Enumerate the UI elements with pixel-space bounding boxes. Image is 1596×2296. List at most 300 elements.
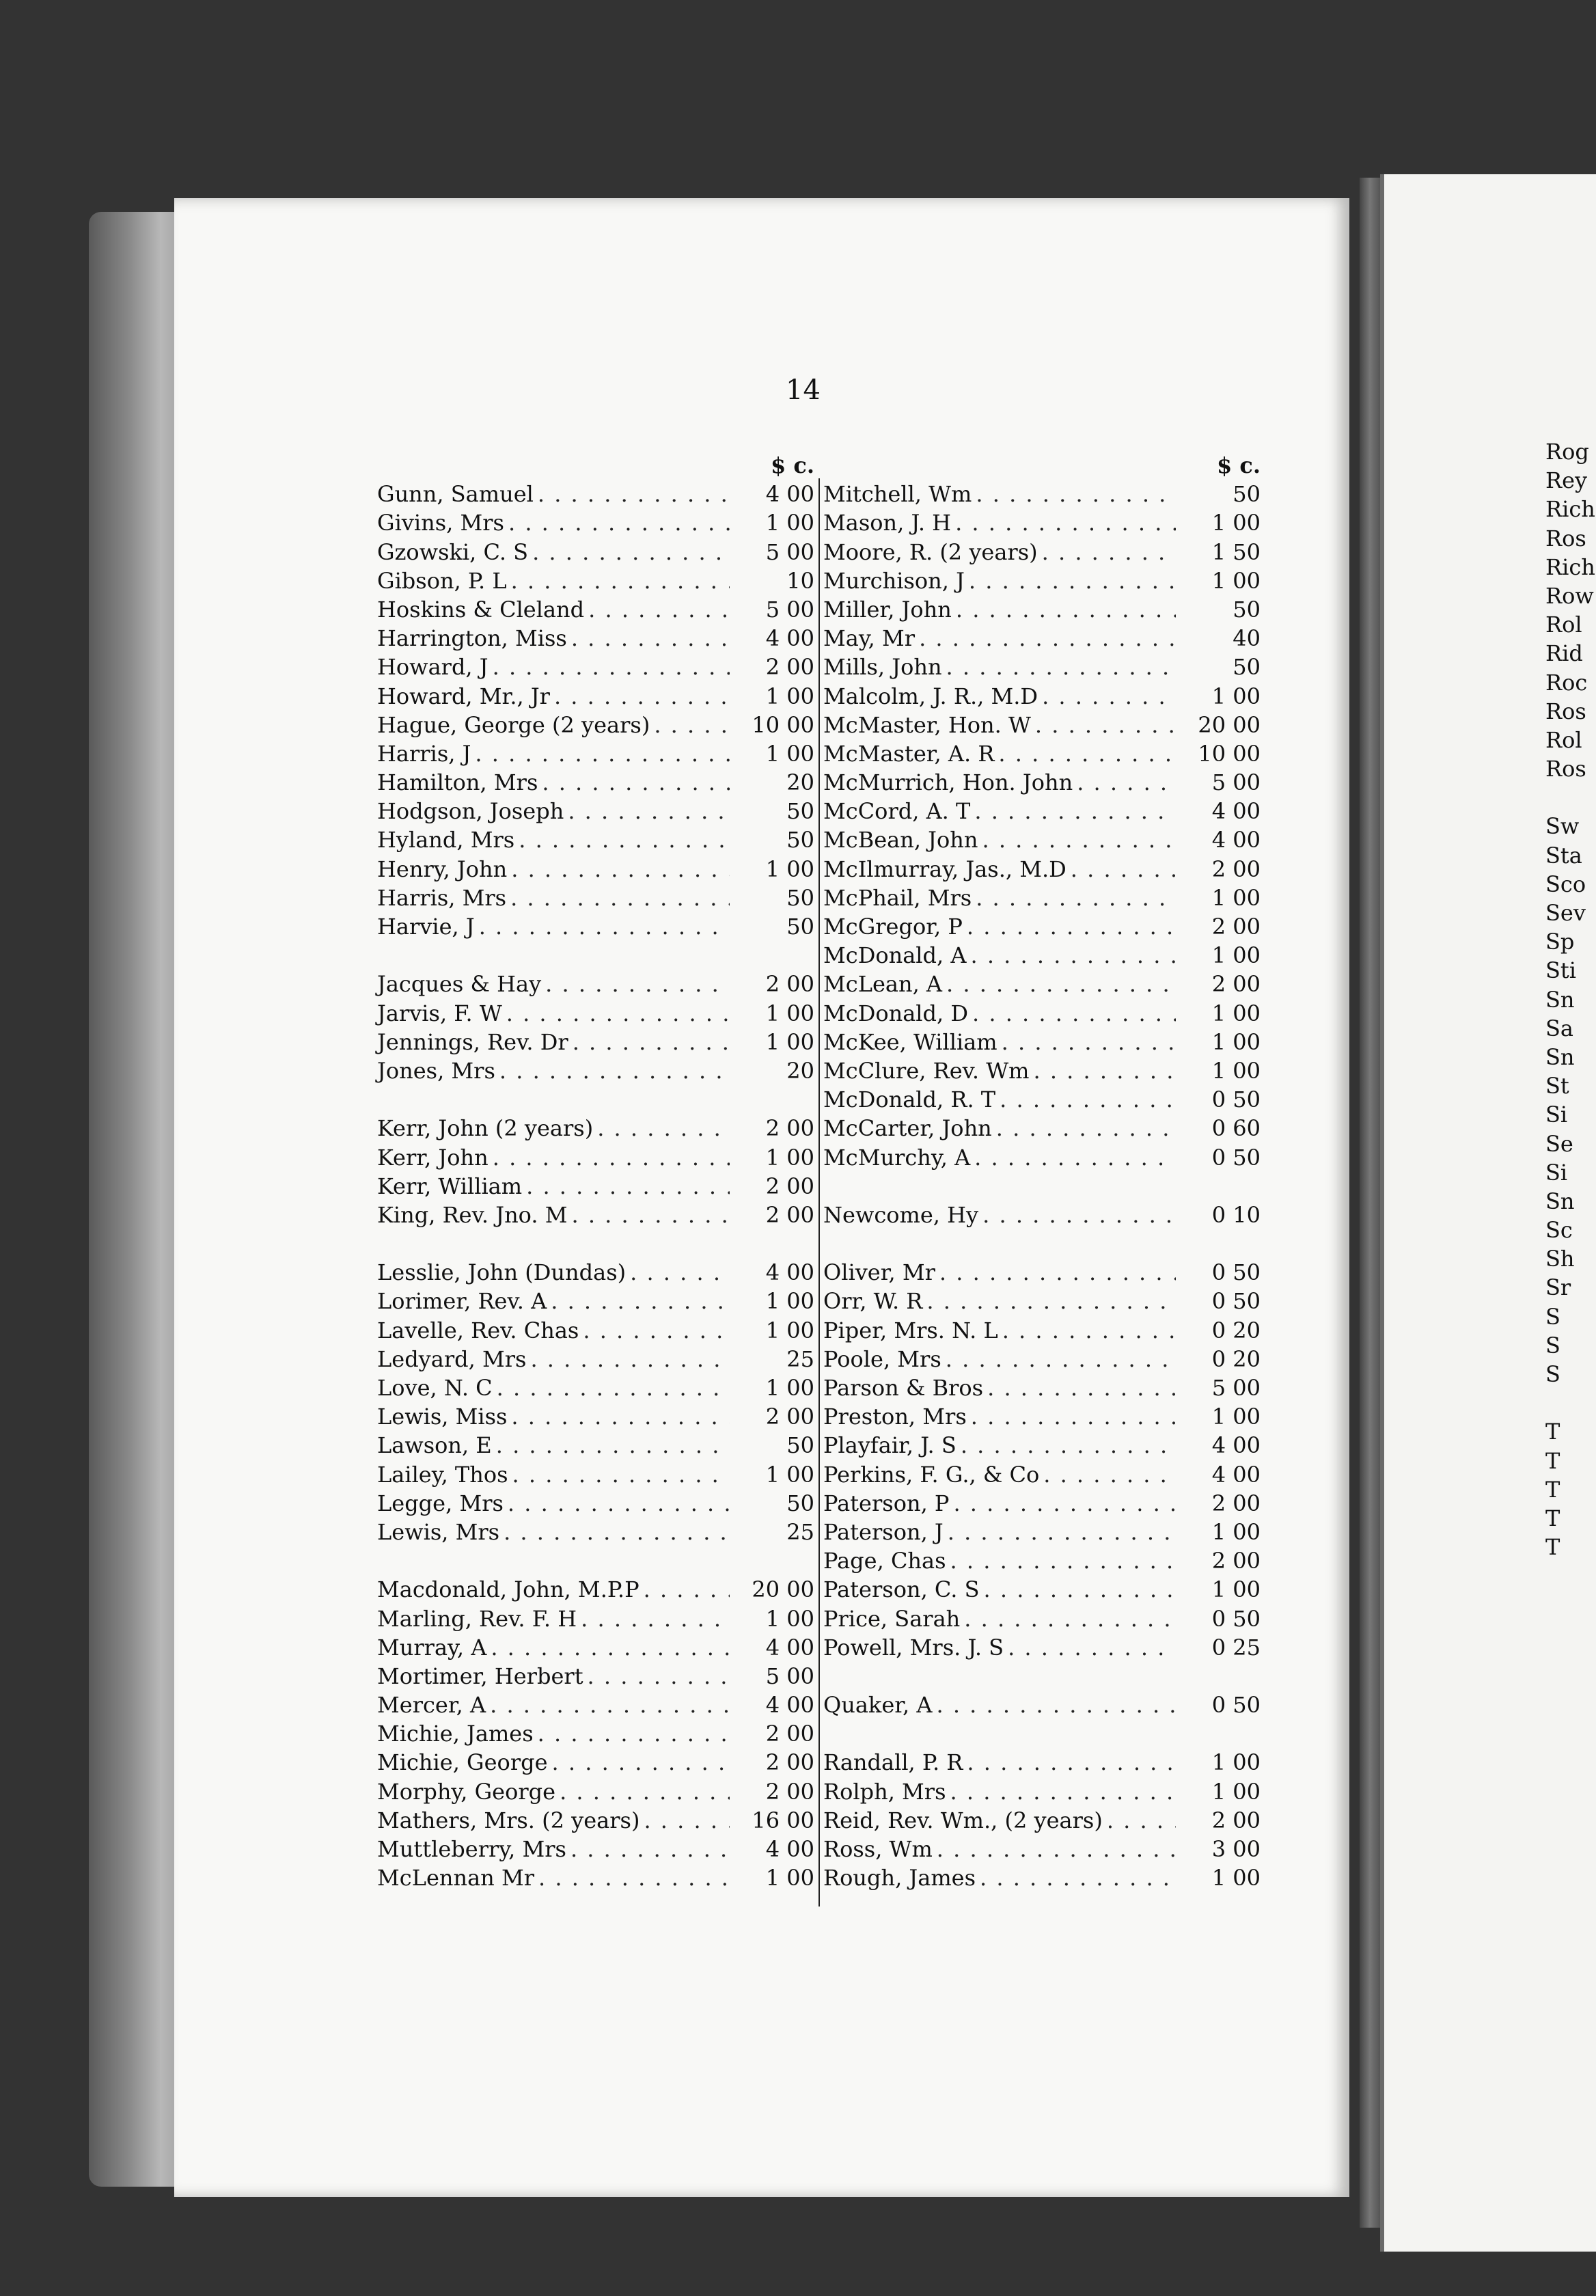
subscriber-row (823, 1374, 1261, 1402)
facing-page-fragment: Sn (1545, 1043, 1575, 1070)
section-gap (823, 1662, 1261, 1691)
section-gap (823, 1172, 1261, 1201)
subscriber-row (377, 1719, 814, 1748)
subscriber-name: Jennings, Rev. Dr (377, 1028, 568, 1055)
subscriber-name: Paterson, J (823, 1518, 944, 1545)
subscriber-name: Moore, R. (2 years) (823, 538, 1038, 565)
subscriber-row (823, 825, 1261, 854)
currency-header: $ c. (1216, 452, 1261, 478)
subscriber-name: Kerr, John (377, 1144, 489, 1171)
dot-leader (971, 1402, 1176, 1431)
subscriber-name: Gunn, Samuel (377, 481, 534, 508)
subscription-amount: 2 00 (1211, 971, 1261, 998)
dot-leader (506, 999, 730, 1028)
subscriber-name: McMaster, Hon. W (823, 711, 1031, 738)
subscription-amount: 4 00 (1211, 1432, 1261, 1459)
subscriber-name: Oliver, Mr (823, 1259, 935, 1286)
subscriber-name: Miller, John (823, 596, 952, 623)
subscription-amount: 1 00 (1211, 683, 1261, 709)
dot-leader (1033, 1056, 1176, 1085)
section-gap (823, 1229, 1261, 1258)
facing-page-fragment: Ros (1545, 698, 1586, 724)
subscriber-row (823, 999, 1261, 1028)
subscription-amount: 1 00 (1211, 1576, 1261, 1603)
subscription-amount: 20 00 (752, 1576, 814, 1603)
subscription-amount: 1 50 (1211, 538, 1261, 565)
dot-leader (969, 566, 1176, 595)
subscriber-row (823, 768, 1261, 797)
subscriber-name: McMurchy, A (823, 1144, 971, 1171)
subscriber-name: Legge, Mrs (377, 1490, 504, 1516)
dot-leader (499, 1056, 730, 1085)
dot-leader (1035, 711, 1176, 739)
subscriber-list-left (377, 451, 814, 1892)
subscriber-name: Muttleberry, Mrs (377, 1836, 566, 1862)
subscriber-row (377, 1835, 814, 1863)
subscriber-name: Harrington, Miss (377, 625, 567, 652)
facing-page-fragment: Sw (1545, 813, 1580, 840)
subscription-amount: 1 00 (1211, 1865, 1261, 1891)
subscriber-name: McLennan Mr (377, 1865, 535, 1891)
subscription-amount: 2 00 (765, 1115, 814, 1142)
subscription-amount: 2 00 (1211, 914, 1261, 940)
subscriber-row (823, 1201, 1261, 1229)
subscription-amount: 2 00 (765, 1173, 814, 1199)
subscriber-row (823, 1287, 1261, 1315)
subscription-amount: 0 50 (1211, 1259, 1261, 1286)
dot-leader (532, 538, 730, 566)
subscriber-name: Givins, Mrs (377, 510, 504, 536)
subscriber-row (377, 1691, 814, 1719)
subscriber-row (823, 1114, 1261, 1143)
dot-leader (493, 653, 730, 681)
subscription-amount: 50 (1233, 481, 1261, 508)
subscriber-row (823, 595, 1261, 624)
subscriber-name: Reid, Rev. Wm., (2 years) (823, 1807, 1103, 1833)
dot-leader (964, 1604, 1176, 1633)
subscriber-name: McMaster, A. R (823, 740, 995, 767)
facing-page-fragment: Sa (1545, 1015, 1573, 1041)
subscriber-name: Gzowski, C. S (377, 538, 529, 565)
subscriber-name: McDonald, A (823, 942, 967, 969)
subscriber-name: Paterson, C. S (823, 1576, 980, 1603)
dot-leader (510, 884, 730, 912)
dot-leader (538, 1719, 730, 1748)
subscriber-row (823, 1489, 1261, 1518)
facing-page-fragment: Rey (1545, 467, 1588, 494)
dot-leader (1107, 1806, 1176, 1835)
facing-page-fragment: Ros (1545, 525, 1586, 551)
subscriber-row (377, 1806, 814, 1835)
subscriber-row (377, 1172, 814, 1201)
subscriber-row (823, 538, 1261, 566)
subscriber-row (823, 1345, 1261, 1374)
dot-leader (630, 1258, 730, 1287)
subscriber-name: Lawson, E (377, 1432, 492, 1459)
dot-leader (552, 1748, 730, 1777)
subscriber-row (823, 1431, 1261, 1460)
section-gap (377, 1085, 814, 1114)
dot-leader (982, 1201, 1176, 1229)
section-gap (823, 1719, 1261, 1748)
subscription-amount: 1 00 (765, 856, 814, 882)
subscriber-name: Mitchell, Wm (823, 481, 972, 508)
subscriber-row (377, 1662, 814, 1691)
subscriber-row (377, 1604, 814, 1633)
subscriber-row (377, 480, 814, 508)
dot-leader (538, 480, 730, 508)
subscriber-row (823, 855, 1261, 884)
subscriber-name: Marling, Rev. F. H (377, 1605, 577, 1632)
section-gap (377, 1229, 814, 1258)
facing-page-fragment: S (1545, 1332, 1560, 1358)
subscriber-row (377, 1431, 814, 1460)
subscriber-name: Rough, James (823, 1865, 976, 1891)
dot-leader (511, 855, 730, 884)
subscription-amount: 5 00 (765, 1663, 814, 1689)
subscription-amount: 0 50 (1211, 1288, 1261, 1315)
subscription-amount: 1 00 (765, 1028, 814, 1055)
facing-page-fragment: T (1545, 1419, 1560, 1445)
subscriber-row (377, 970, 814, 998)
subscription-amount: 0 20 (1211, 1345, 1261, 1372)
facing-page-text (1545, 437, 1595, 1561)
subscriber-row (377, 595, 814, 624)
facing-page-fragment: Rid (1545, 640, 1583, 667)
subscriber-row (823, 1460, 1261, 1489)
subscriber-name: Harris, Mrs (377, 884, 507, 911)
facing-page-fragment: T (1545, 1447, 1560, 1474)
subscription-amount: 4 00 (765, 1692, 814, 1719)
subscriber-row (823, 480, 1261, 508)
subscription-amount: 1 00 (765, 1461, 814, 1488)
dot-leader (654, 711, 730, 739)
facing-page-fragment: Sn (1545, 1188, 1575, 1214)
facing-page-fragment: Sc (1545, 1217, 1573, 1244)
subscriber-name: Macdonald, John, M.P.P (377, 1576, 639, 1603)
dot-leader (987, 1374, 1176, 1402)
subscriber-name: Preston, Mrs (823, 1404, 967, 1430)
facing-page-fragment: Si (1545, 1159, 1568, 1186)
subscription-amount: 10 00 (752, 711, 814, 738)
dot-leader (504, 1518, 730, 1546)
subscriber-row (823, 653, 1261, 681)
subscription-amount: 2 00 (765, 971, 814, 998)
subscriber-name: Mortimer, Herbert (377, 1663, 583, 1689)
subscriber-name: Ross, Wm (823, 1836, 933, 1862)
dot-leader (936, 1691, 1176, 1719)
subscription-amount: 4 00 (765, 625, 814, 652)
facing-page-fragment: Sn (1545, 986, 1575, 1013)
dot-leader (982, 825, 1176, 854)
subscription-amount: 1 00 (1211, 1518, 1261, 1545)
subscriber-row (823, 624, 1261, 653)
subscription-amount: 50 (1233, 596, 1261, 623)
dot-leader (511, 566, 730, 595)
subscriber-row (823, 1402, 1261, 1431)
subscriber-name: Quaker, A (823, 1692, 933, 1719)
subscriber-name: McCord, A. T (823, 798, 971, 825)
facing-page-fragment: Rol (1545, 726, 1582, 753)
dot-leader (976, 480, 1176, 508)
dot-leader (597, 1114, 730, 1143)
dot-leader (984, 1575, 1176, 1604)
subscriber-row (823, 508, 1261, 537)
subscriber-name: Morphy, George (377, 1778, 556, 1805)
subscription-amount: 0 50 (1211, 1086, 1261, 1113)
facing-page-fragment: St (1545, 1073, 1569, 1099)
dot-leader (496, 1431, 730, 1460)
facing-page-fragment: Se (1545, 1130, 1573, 1157)
subscriber-row (377, 1258, 814, 1287)
dot-leader (479, 912, 730, 941)
subscriber-row (823, 1633, 1261, 1662)
subscriber-row (823, 1258, 1261, 1287)
dot-leader (955, 508, 1176, 537)
subscription-amount: 2 00 (1211, 1807, 1261, 1833)
subscriber-row (823, 1604, 1261, 1633)
subscription-amount: 2 00 (1211, 1490, 1261, 1516)
subscriber-row (377, 1345, 814, 1374)
subscriber-row (377, 855, 814, 884)
dot-leader (1043, 1460, 1176, 1489)
subscription-amount: 5 00 (1211, 1375, 1261, 1401)
facing-page-fragment: T (1545, 1534, 1560, 1561)
subscriber-row (377, 566, 814, 595)
subscription-amount: 1 00 (1211, 1749, 1261, 1776)
subscriber-row (377, 508, 814, 537)
subscriber-row (823, 682, 1261, 711)
subscription-amount: 4 00 (765, 1634, 814, 1660)
subscriber-row (377, 1575, 814, 1604)
subscriber-row (377, 912, 814, 941)
dot-leader (571, 624, 730, 653)
subscription-amount: 2 00 (765, 1201, 814, 1228)
subscriber-name: Powell, Mrs. J. S (823, 1634, 1004, 1660)
facing-page-fragment: Si (1545, 1102, 1568, 1128)
dot-leader (573, 1028, 730, 1056)
subscription-amount: 1 00 (1211, 942, 1261, 969)
page-number: 14 (786, 374, 821, 406)
dot-leader (644, 1806, 730, 1835)
subscriber-row (823, 1316, 1261, 1345)
subscription-amount: 0 20 (1211, 1317, 1261, 1343)
subscriber-name: Orr, W. R (823, 1288, 923, 1315)
subscriber-row (823, 566, 1261, 595)
facing-page-fragment: Sp (1545, 929, 1575, 955)
subscription-amount: 16 00 (752, 1807, 814, 1833)
subscription-amount: 2 00 (765, 1749, 814, 1776)
facing-page-fragment: Roc (1545, 669, 1588, 696)
subscriber-row (823, 739, 1261, 768)
subscription-amount: 1 00 (1211, 1000, 1261, 1026)
dot-leader (581, 1604, 730, 1633)
subscriber-name: Randall, P. R (823, 1749, 963, 1776)
dot-leader (512, 1460, 730, 1489)
dot-leader (551, 1287, 730, 1315)
subscriber-row (823, 912, 1261, 941)
subscription-amount: 1 00 (765, 510, 814, 536)
dot-leader (972, 999, 1176, 1028)
dot-leader (970, 941, 1176, 970)
dot-leader (519, 825, 730, 854)
subscription-amount: 2 00 (1211, 856, 1261, 882)
dot-leader (974, 797, 1176, 825)
section-gap (377, 1546, 814, 1575)
subscriber-row (823, 1085, 1261, 1114)
section-gap (1545, 783, 1595, 812)
subscription-amount: 25 (786, 1518, 814, 1545)
subscriber-row (377, 1460, 814, 1489)
dot-leader (530, 1345, 730, 1374)
column-divider (818, 478, 820, 1906)
subscriber-name: Kerr, John (2 years) (377, 1115, 594, 1142)
subscriber-row (823, 1691, 1261, 1719)
dot-leader (976, 884, 1176, 912)
subscriber-name: May, Mr (823, 625, 916, 652)
facing-page-fragment: Ros (1545, 756, 1586, 782)
subscription-amount: 50 (786, 827, 814, 853)
subscriber-name: Hamilton, Mrs (377, 769, 538, 796)
subscriber-row (823, 1777, 1261, 1806)
subscription-amount: 3 00 (1211, 1836, 1261, 1862)
subscriber-row (377, 1748, 814, 1777)
subscriber-name: Jacques & Hay (377, 971, 542, 998)
subscription-amount: 2 00 (1211, 1548, 1261, 1574)
currency-header: $ c. (770, 452, 814, 478)
subscriber-row (823, 1143, 1261, 1172)
subscriber-row (823, 1028, 1261, 1056)
subscriber-name: Lorimer, Rev. A (377, 1288, 547, 1315)
subscriber-name: Michie, James (377, 1721, 534, 1747)
subscriber-name: Howard, Mr., Jr (377, 683, 550, 709)
subscriber-name: Hoskins & Cleland (377, 596, 585, 623)
subscriber-row (377, 1056, 814, 1085)
subscriber-name: McPhail, Mrs (823, 884, 972, 911)
facing-page-fragment: Sr (1545, 1274, 1571, 1301)
subscription-amount: 0 50 (1211, 1605, 1261, 1632)
subscription-amount: 1 00 (765, 1144, 814, 1171)
subscriber-name: Mathers, Mrs. (2 years) (377, 1807, 640, 1833)
subscriber-name: King, Rev. Jno. M (377, 1201, 568, 1228)
subscription-amount: 1 00 (1211, 1778, 1261, 1805)
subscription-amount: 4 00 (765, 1259, 814, 1286)
dot-leader (1002, 1316, 1176, 1345)
dot-leader (508, 508, 730, 537)
subscriber-name: Paterson, P (823, 1490, 950, 1516)
subscriber-name: McLean, A (823, 971, 943, 998)
subscriber-row (377, 1863, 814, 1892)
subscriber-name: Lewis, Miss (377, 1404, 508, 1430)
dot-leader (1002, 1028, 1176, 1056)
dot-leader (1042, 682, 1176, 711)
subscriber-row (377, 538, 814, 566)
subscriber-name: Mercer, A (377, 1692, 486, 1719)
subscriber-name: Page, Chas (823, 1548, 946, 1574)
facing-page-fragment: T (1545, 1476, 1560, 1503)
subscription-amount: 50 (786, 884, 814, 911)
subscriber-row (823, 1835, 1261, 1863)
subscriber-name: Michie, George (377, 1749, 548, 1776)
subscription-amount: 50 (786, 1432, 814, 1459)
dot-leader (1000, 1085, 1176, 1114)
subscriber-name: Playfair, J. S (823, 1432, 957, 1459)
subscriber-name: McDonald, R. T (823, 1086, 996, 1113)
subscription-amount: 50 (786, 1490, 814, 1516)
subscriber-row (377, 1028, 814, 1056)
subscriber-row (377, 1402, 814, 1431)
dot-leader (967, 1748, 1176, 1777)
subscription-amount: 5 00 (1211, 769, 1261, 796)
section-gap (1545, 1389, 1595, 1417)
dot-leader (568, 797, 730, 825)
subscription-amount: 2 00 (765, 654, 814, 681)
subscriber-row (377, 1489, 814, 1518)
subscriber-row (823, 1575, 1261, 1604)
subscriber-row (377, 1777, 814, 1806)
subscription-amount: 40 (1233, 625, 1261, 652)
subscriber-row (377, 1143, 814, 1172)
subscription-amount: 0 50 (1211, 1144, 1261, 1171)
subscriber-row (823, 711, 1261, 739)
subscriber-name: McMurrich, Hon. John (823, 769, 1073, 796)
subscription-amount: 25 (786, 1345, 814, 1372)
subscription-amount: 50 (1233, 654, 1261, 681)
subscriber-row (823, 1546, 1261, 1575)
subscriber-name: Lavelle, Rev. Chas (377, 1317, 579, 1343)
subscriber-row (377, 1287, 814, 1315)
subscriber-name: Ledyard, Mrs (377, 1345, 527, 1372)
facing-page-fragment: Rich (1545, 554, 1595, 580)
subscription-amount: 1 00 (765, 1317, 814, 1343)
subscription-amount: 0 50 (1211, 1692, 1261, 1719)
subscription-amount: 1 00 (1211, 510, 1261, 536)
subscription-amount: 4 00 (1211, 827, 1261, 853)
subscription-amount: 1 00 (765, 740, 814, 767)
facing-page-fragment: Sco (1545, 871, 1586, 897)
subscription-amount: 4 00 (1211, 1461, 1261, 1488)
dot-leader (919, 624, 1176, 653)
subscriber-row (377, 711, 814, 739)
subscription-amount: 5 00 (765, 596, 814, 623)
subscriber-row (377, 999, 814, 1028)
subscriber-row (377, 682, 814, 711)
subscriber-name: McCarter, John (823, 1115, 992, 1142)
dot-leader (950, 1777, 1176, 1806)
dot-leader (588, 1662, 730, 1691)
dot-leader (545, 970, 730, 998)
facing-page-fragment: Rog (1545, 439, 1589, 465)
subscription-amount: 20 (786, 769, 814, 796)
subscription-amount: 10 (786, 567, 814, 594)
subscriber-row (823, 797, 1261, 825)
dot-leader (953, 1489, 1176, 1518)
dot-leader (961, 1431, 1176, 1460)
subscription-amount: 5 00 (765, 538, 814, 565)
subscription-amount: 0 10 (1211, 1201, 1261, 1228)
dot-leader (491, 1633, 730, 1662)
subscriber-name: Jarvis, F. W (377, 1000, 502, 1026)
dot-leader (937, 1835, 1176, 1863)
dot-leader (996, 1114, 1176, 1143)
subscription-amount: 1 00 (1211, 1028, 1261, 1055)
dot-leader (644, 1575, 730, 1604)
subscriber-name: Price, Sarah (823, 1605, 961, 1632)
facing-page-fragment: S (1545, 1361, 1560, 1387)
subscription-amount: 20 00 (1198, 711, 1261, 738)
subscription-amount: 1 00 (1211, 567, 1261, 594)
facing-page-fragment: Rich (1545, 496, 1595, 523)
